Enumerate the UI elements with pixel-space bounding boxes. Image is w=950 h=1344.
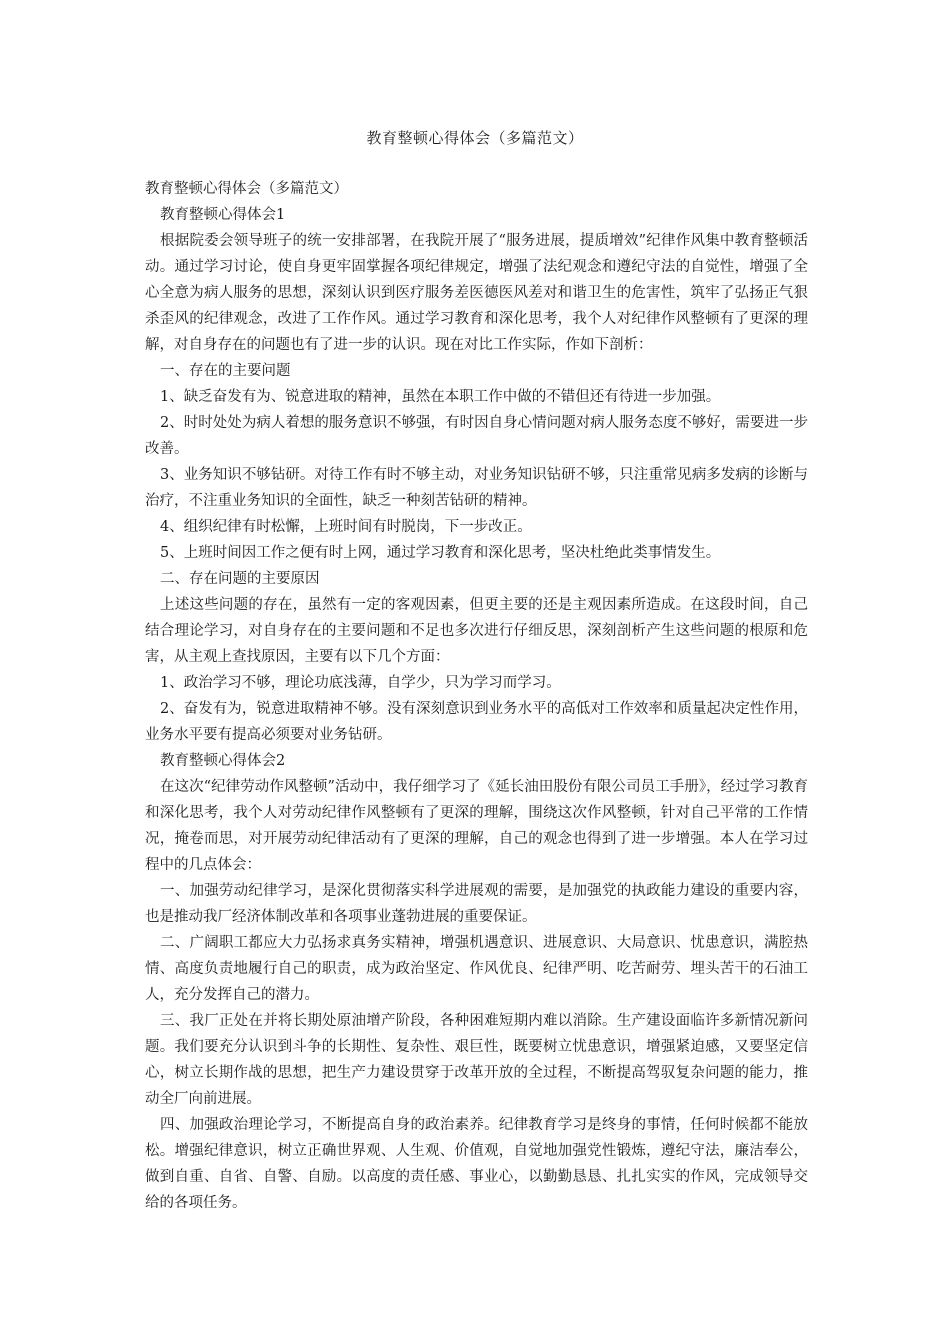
paragraph: 教育整顿心得体会（多篇范文） <box>145 181 348 197</box>
paragraph: 教育整顿心得体会1 <box>160 207 286 223</box>
paragraph: 四、加强政治理论学习，不断提高自身的政治素养。纪律教育学习是终身的事情，任何时候都不能放松。增强纪律意识，树立正确世界观、人生观、价值观，自觉地加强党性锻炼，遵纪守法，廉洁奉公，做到自重、自省、自警、自励。以高度的责任感、事业心，以勤勤恳恳、扎扎实实的作风，完成领导交给的各项任务。 <box>145 1117 808 1211</box>
paragraph: 三、我厂正处在并将长期处原油增产阶段，各种困难短期内难以消除。生产建设面临许多新情况新问题。我们要充分认识到斗争的长期性、复杂性、艰巨性，既要树立忧患意识，增强紧迫感，又要坚定信心，树立长期作战的思想，把生产力建设贯穿于改革开放的全过程，不断提高驾驭复杂问题的能力，推动全厂向前进展。 <box>145 1013 808 1107</box>
paragraph: 2、时时处处为病人着想的服务意识不够强，有时因自身心情问题对病人服务态度不够好，需要进一步改善。 <box>145 415 808 457</box>
paragraph: 一、加强劳动纪律学习，是深化贯彻落实科学进展观的需要，是加强党的执政能力建设的重要内容，也是推动我厂经济体制改革和各项事业蓬勃进展的重要保证。 <box>145 883 808 925</box>
paragraph: 二、广阔职工都应大力弘扬求真务实精神，增强机遇意识、进展意识、大局意识、忧患意识，满腔热情、高度负责地履行自己的职责，成为政治坚定、作风优良、纪律严明、吃苦耐劳、埋头苦干的石油工人，充分发挥自己的潜力。 <box>145 935 808 1003</box>
document-body <box>145 176 808 1216</box>
paragraph: 上述这些问题的存在，虽然有一定的客观因素，但更主要的还是主观因素所造成。在这段时间，自己结合理论学习，对自身存在的主要问题和不足也多次进行仔细反思，深刻剖析产生这些问题的根原和危害，从主观上查找原因，主要有以下几个方面： <box>145 597 808 665</box>
paragraph: 4、组织纪律有时松懈，上班时间有时脱岗，下一步改正。 <box>160 519 532 535</box>
paragraph: 一、存在的主要问题 <box>160 363 291 379</box>
paragraph: 二、存在问题的主要原因 <box>160 571 320 587</box>
document-title: 教育整顿心得体会（多篇范文） <box>366 129 584 147</box>
paragraph: 1、缺乏奋发有为、锐意进取的精神，虽然在本职工作中做的不错但还有待进一步加强。 <box>160 389 721 405</box>
paragraph: 2、奋发有为，锐意进取精神不够。没有深刻意识到业务水平的高低对工作效率和质量起决定性作用，业务水平要有提高必须要对业务钻研。 <box>145 701 808 743</box>
paragraph: 教育整顿心得体会2 <box>160 753 286 769</box>
paragraph: 1、政治学习不够，理论功底浅薄，自学少，只为学习而学习。 <box>160 675 561 691</box>
paragraph: 5、上班时间因工作之便有时上网，通过学习教育和深化思考，坚决杜绝此类事情发生。 <box>160 545 721 561</box>
paragraph: 根据院委会领导班子的统一安排部署，在我院开展了“服务进展，提质增效”纪律作风集中教育整顿活动。通过学习讨论，使自身更牢固掌握各项纪律规定，增强了法纪观念和遵纪守法的自觉性，增强了全心全意为病人服务的思想，深刻认识到医疗服务差医德医风差对和谐卫生的危害性，筑牢了弘扬正气狠杀歪风的纪律观念，改进了工作作风。通过学习教育和深化思考，我个人对纪律作风整顿有了更深的理解，对自身存在的问题也有了进一步的认识。现在对比工作实际，作如下剖析： <box>145 233 808 353</box>
paragraph: 3、业务知识不够钻研。对待工作有时不够主动，对业务知识钻研不够，只注重常见病多发病的诊断与治疗，不注重业务知识的全面性，缺乏一种刻苦钻研的精神。 <box>145 467 808 509</box>
paragraph: 在这次“纪律劳动作风整顿”活动中，我仔细学习了《延长油田股份有限公司员工手册》，经过学习教育和深化思考，我个人对劳动纪律作风整顿有了更深的理解，围绕这次作风整顿，针对自己平常的工作情况，掩卷而思，对开展劳动纪律活动有了更深的理解，自己的观念也得到了进一步增强。本人在学习过程中的几点体会： <box>145 779 808 873</box>
